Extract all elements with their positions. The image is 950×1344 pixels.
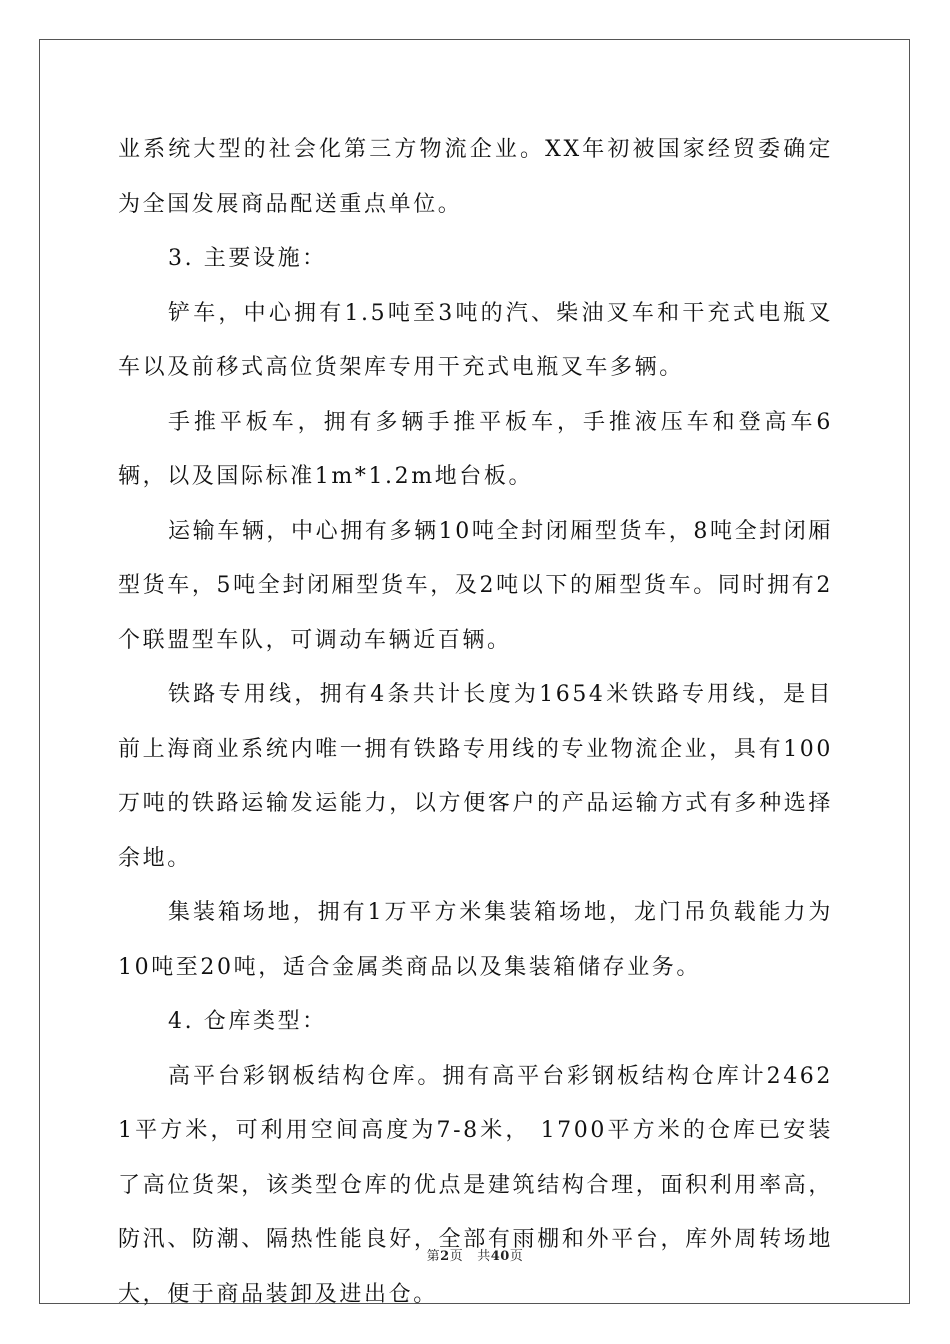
document-body (118, 123, 833, 1322)
total-label-prefix: 共 (477, 1249, 491, 1264)
paragraph: 手推平板车，拥有多辆手推平板车，手推液压车和登高车6辆，以及国际标准1m*1.2m地台板。 (118, 409, 833, 489)
page-number: 2 (440, 1249, 450, 1264)
paragraph: 高平台彩钢板结构仓库。拥有高平台彩钢板结构仓库计24621平方米，可利用空间高度为7-8米， 1700平方米的仓库已安装了高位货架，该类型仓库的优点是建筑结构合理，面积利用率高，防汛、防潮、隔热性能良好，全部有雨棚和外平台，库外周转场地大，便于商品装卸及进出仓。 (118, 1063, 833, 1307)
section-heading-facilities: 3. 主要设施： (168, 246, 327, 271)
total-pages: 40 (490, 1249, 510, 1264)
page-footer (0, 1245, 950, 1264)
page-label-unit: 页 (449, 1249, 464, 1264)
paragraph: 铁路专用线，拥有4条共计长度为1654米铁路专用线，是目前上海商业系统内唯一拥有铁路专用线的专业物流企业，具有100万吨的铁路运输发运能力，以方便客户的产品运输方式有多种选择余地。 (118, 682, 833, 871)
section-heading-warehouse-types: 4. 仓库类型： (168, 1009, 327, 1034)
paragraph: 铲车，中心拥有1.5吨至3吨的汽、柴油叉车和干充式电瓶叉车以及前移式高位货架库专用干充式电瓶叉车多辆。 (118, 300, 833, 380)
paragraph: 运输车辆，中心拥有多辆10吨全封闭厢型货车，8吨全封闭厢型货车，5吨全封闭厢型货车，及2吨以下的厢型货车。同时拥有2个联盟型车队，可调动车辆近百辆。 (118, 518, 833, 653)
total-label-unit: 页 (509, 1249, 524, 1264)
page-label-prefix: 第 (426, 1249, 441, 1264)
paragraph: 业系统大型的社会化第三方物流企业。XX年初被国家经贸委确定为全国发展商品配送重点单位。 (118, 137, 833, 217)
paragraph: 集装箱场地，拥有1万平方米集装箱场地，龙门吊负载能力为10吨至20吨，适合金属类商品以及集装箱储存业务。 (118, 900, 833, 980)
